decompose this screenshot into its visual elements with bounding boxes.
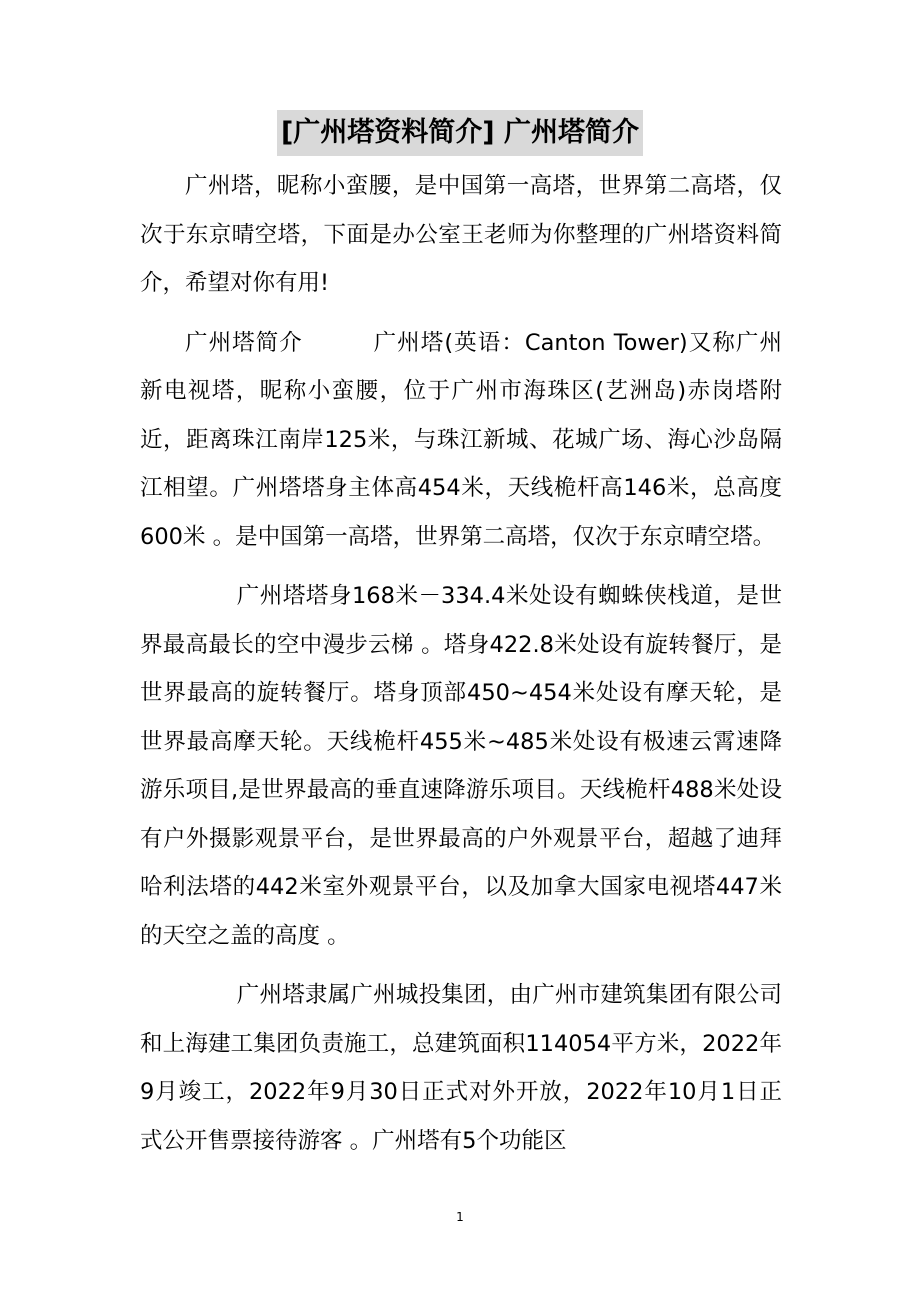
document-body [140,162,782,1176]
paragraph-attractions: 广州塔塔身168米－334.4米处设有蜘蛛侠栈道，是世界最高最长的空中漫步云梯 。塔身422.8米处设有旋转餐厅，是世界最高的旋转餐厅。塔身顶部450~454米处设有摩天轮，是世界最高摩天轮。天线桅杆455米~485米处设有极速云霄速降游乐项目,是世界最高的垂直速降游乐项目。天线桅杆488米处设有户外摄影观景平台，是世界最高的户外观景平台，超越了迪拜哈利法塔的442米室外观景平台，以及加拿大国家电视塔447米的天空之盖的高度 。 [140,583,782,949]
paragraph-intro: 广州塔，昵称小蛮腰，是中国第一高塔，世界第二高塔，仅次于东京晴空塔，下面是办公室王老师为你整理的广州塔资料简介，希望对你有用! [140,173,782,296]
paragraph-construction: 广州塔隶属广州城投集团，由广州市建筑集团有限公司和上海建工集团负责施工，总建筑面积114054平方米，2022年9月竣工，2022年9月30日正式对外开放，2022年10月1日正式公开售票接待游客 。广州塔有5个功能区 [140,982,782,1154]
title-container [0,110,920,156]
paragraph-overview: 广州塔简介 广州塔(英语：Canton Tower)又称广州新电视塔，昵称小蛮腰，位于广州市海珠区(艺洲岛)赤岗塔附近，距离珠江南岸125米，与珠江新城、花城广场、海心沙岛隔江相望。广州塔塔身主体高454米，天线桅杆高146米，总高度600米 。是中国第一高塔，世界第二高塔，仅次于东京晴空塔。 [140,329,782,550]
document-title: [广州塔资料简介] 广州塔简介 [277,110,643,156]
page-number: 1 [456,1210,464,1224]
